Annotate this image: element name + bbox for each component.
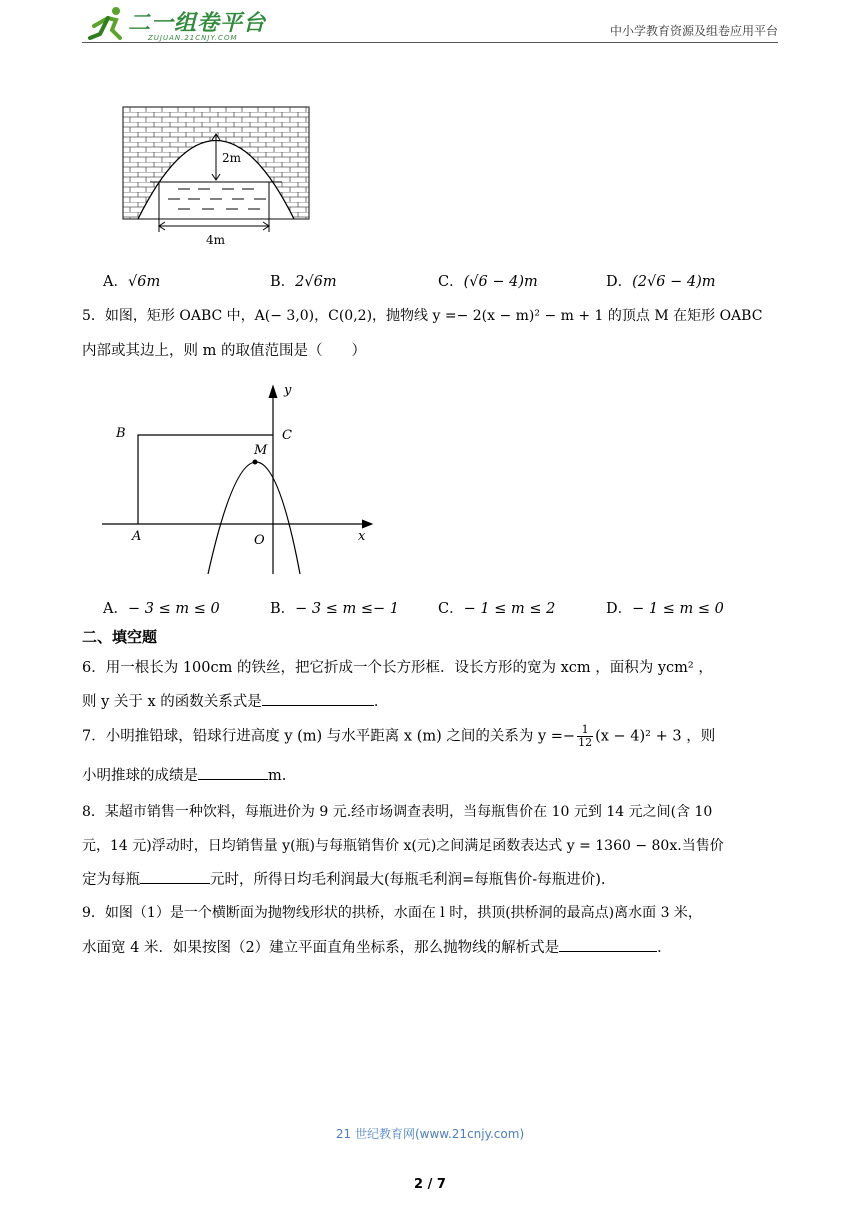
q6-line2: 则 y 关于 x 的函数关系式是 ． — [82, 690, 388, 711]
q9-line2: 水面宽 4 米．如果按图（2）建立平面直角坐标系，那么抛物线的解析式是 ． — [82, 936, 672, 957]
q6-line1: 6．用一根长为 100cm 的铁丝，把它折成一个长方形框．设长方形的宽为 xcm ，面积为 ycm² ， — [82, 660, 713, 676]
label-c: C — [282, 428, 292, 443]
q5-coordinate-figure — [98, 380, 388, 580]
q8-line3: 定为每瓶 元时，所得日均毛利润最大(每瓶毛利润=每瓶售价-每瓶进价). — [82, 868, 605, 889]
q6-answer-blank[interactable] — [262, 691, 374, 706]
q5-option-c: C．− 1 ≤ m ≤ 2 — [438, 601, 556, 617]
label-o: O — [254, 533, 265, 548]
header-rule — [82, 42, 778, 43]
section-title: 二、填空题 — [82, 628, 158, 646]
q4-option-d: D．(2√6 − 4)m — [606, 274, 716, 290]
q5-line1: 5．如图，矩形 OABC 中，A(− 3,0)，C(0,2)，抛物线 y =− 2(x − m)² − m + 1 的顶点 M 在矩形 OABC — [82, 308, 763, 324]
bridge-height-label: 2m — [222, 151, 242, 165]
header-right-text: 中小学教育资源及组卷应用平台 — [609, 24, 778, 38]
label-x: x — [358, 529, 366, 544]
q7-line1: 7．小明推铅球，铅球行进高度 y (m) 与水平距离 x (m) 之间的关系为 y =− $\frac{1}{12}$ (x − 4)² + 3 ，则 — [82, 723, 716, 749]
q8-answer-blank[interactable] — [140, 869, 210, 884]
label-b: B — [116, 426, 126, 441]
logo — [86, 4, 276, 44]
q8-line2: 元，14 元)浮动时，日均销售量 y(瓶)与每瓶销售价 x(元)之间满足函数表达式 y = 1360 − 80x.当售价 — [82, 838, 724, 854]
q5-option-d: D．− 1 ≤ m ≤ 0 — [606, 601, 724, 617]
label-m: M — [254, 443, 268, 458]
q7-fraction: $\frac{1}{12}$ — [578, 723, 593, 749]
logo-runner-icon — [86, 4, 130, 42]
q7-answer-blank[interactable] — [198, 765, 268, 780]
q5-option-a: A．− 3 ≤ m ≤ 0 — [103, 601, 220, 617]
q9-answer-blank[interactable] — [559, 937, 657, 952]
q4-option-a: A．√6m — [103, 274, 161, 290]
q8-line1: 8．某超市销售一种饮料，每瓶进价为 9 元.经市场调查表明，当每瓶售价在 10 元到 14 元之间(含 10 — [82, 804, 713, 820]
q5-line2: 内部或其边上，则 m 的取值范围是（ ） — [82, 343, 366, 359]
page-number: 2 / 7 — [414, 1177, 446, 1192]
q9-line1: 9．如图（1）是一个横断面为抛物线形状的拱桥，水面在 l 时，拱顶(拱桥洞的最高点)离水面 3 米， — [82, 905, 702, 921]
q4-option-c: C．(√6 − 4)m — [438, 274, 538, 290]
logo-text: 二一组卷平台 — [128, 11, 267, 36]
q4-option-b: B．2√6m — [270, 274, 337, 290]
q5-option-b: B．− 3 ≤ m ≤− 1 — [270, 601, 399, 617]
logo-subtext: ZUJUAN.21CNJY.COM — [148, 34, 238, 42]
q7-line2: 小明推球的成绩是 m. — [82, 764, 286, 785]
bridge-figure — [118, 102, 314, 248]
footer-site-link[interactable]: 21 世纪教育网(www.21cnjy.com) — [335, 1127, 525, 1141]
label-y: y — [284, 383, 292, 398]
bridge-width-label: 4m — [206, 233, 226, 247]
label-a: A — [132, 529, 142, 544]
